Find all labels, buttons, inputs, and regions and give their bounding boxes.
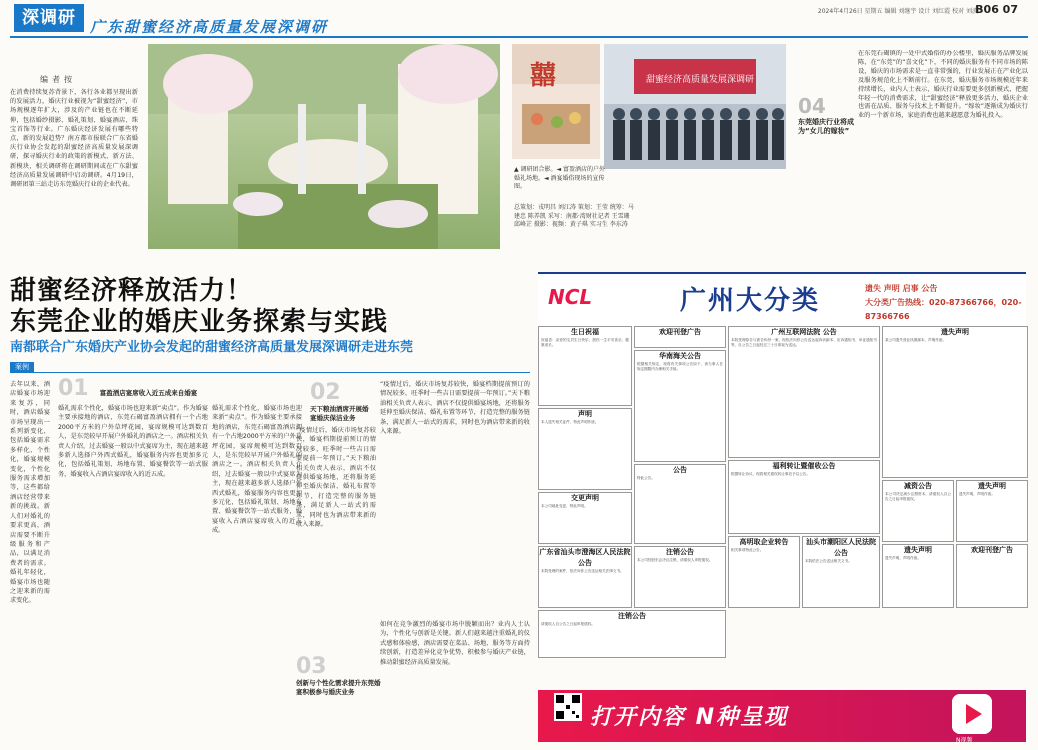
ad-cell-body: 遗失声明，声明作废。 bbox=[959, 492, 995, 496]
ad-cell-body: 本公司经股东会决议注销，请债权人申报债权。 bbox=[637, 558, 713, 562]
nvideo-label: N视频 bbox=[956, 737, 973, 744]
ad-cell-body: 请债权人自公告之日起申报债权。 bbox=[541, 622, 595, 626]
wedding-venue-photo bbox=[148, 44, 500, 249]
ad-logo bbox=[548, 282, 638, 314]
ad-cell-body: 根据相关规定，现将有关事项公告如下，请当事人在规定期限内办理相关手续。 bbox=[637, 362, 723, 372]
group-photo bbox=[604, 44, 786, 169]
headline-line2: 东莞企业的婚庆业务探索与实践 bbox=[10, 307, 389, 337]
ad-cell-title: 公告 bbox=[673, 466, 687, 474]
staff-credits: 总策划：戎明昌 刘江涛 策划：王莹 统筹：马建忠 陈养凯 采写：南都·湾财社记者 王雪珊 邱峰芷 摄影：视频：黄子琪 实习生 李东涛 bbox=[514, 204, 634, 228]
body-column-left: 去年以来，酒店婚宴市场迎来复苏，同时，酒店婚宴市场呈现出一系列新变化，包括婚宴需求多样化、个性化，婚宴规模变化，个性化服务需求增加等，这些都给酒店经营带来新的挑战。新人们对婚礼的要求更高，酒店需要不断升级服务和产品，以满足消费者的需求。婚礼年轻化，婚宴市场也随之迎来新的需求变化。 bbox=[10, 381, 50, 605]
section-02-title: 天下粮油酒席开展婚宴婚庆保洁业务 bbox=[310, 405, 369, 422]
ad-cell-title: 交更声明 bbox=[571, 494, 599, 502]
ad-cell bbox=[634, 350, 726, 462]
ad-contact-line1: 遗失 声明 启事 公告 bbox=[865, 284, 938, 293]
body-column-3: “疫情过后，婚庆市场复苏较快，婚宴档期提前预订的情况较多，旺季时一些吉日需要提前一年预订。”天下粮油相关负责人表示，酒店不仅提供婚宴场地，还将服务延伸至婚庆保洁、婚礼布置等环节，打造完整的服务链条，满足新人一站式的需求，同时也为酒店带来新的收入来源。 bbox=[296, 427, 376, 529]
ad-cell-title: 声明 bbox=[578, 410, 592, 418]
section-04-title: 东莞婚庆行业将成为“女儿的嫁妆” bbox=[798, 118, 854, 135]
ad-cell-body: 某公司遗失营业执照副本，声明作废。 bbox=[885, 338, 947, 342]
ad-cell-title: 欢迎刊登广告 bbox=[659, 328, 701, 336]
ad-cell bbox=[882, 480, 954, 542]
promo-banner-text: 打开内容 N种呈现 bbox=[590, 705, 789, 730]
ad-cell-body: 本公司地址变更，特此声明。 bbox=[541, 504, 588, 508]
ad-cell-body: 本院受理原告与被告纠纷一案，现依法向你公告送达起诉状副本、应诉通知书、举证通知书等，自公告之日起经过三十日即视为送达。 bbox=[731, 338, 877, 348]
section-02-number: 02 bbox=[310, 380, 341, 405]
ad-cell bbox=[634, 546, 726, 608]
header-rule bbox=[10, 36, 1028, 38]
ad-cell bbox=[634, 464, 726, 544]
headline-line1: 甜蜜经济释放活力！ bbox=[10, 276, 254, 306]
ad-cell-body: 本院受理的案件，依法向你公告送达相关法律文书。 bbox=[541, 569, 624, 573]
nvideo-app-icon[interactable] bbox=[952, 694, 992, 734]
ad-cell bbox=[956, 480, 1028, 542]
ad-cell bbox=[728, 460, 880, 534]
ad-cell-body: 特此公告。 bbox=[637, 476, 655, 480]
svg-text:NCL: NCL bbox=[548, 285, 593, 309]
ad-cell bbox=[802, 536, 880, 608]
ad-cell-body: 本公司决定减少注册资本，请债权人自公告之日起申报债权。 bbox=[885, 492, 951, 502]
ad-cell-body: 根据转让协议，现将相关债权转让事宜予以公告。 bbox=[731, 472, 811, 476]
photo-caption: ▲ 调研团合影。◄ 富盈酒店的户外婚礼场地。◄ 酒宴婚俗现场的宣传图。 bbox=[514, 166, 606, 191]
section-04-text: 在东莞石碣镇的一处中式婚俗的办公楼里，婚庆服务品牌发展陈，在“东莞”的“喜文化”下，不同的婚庆服务有不同市场的陈设，婚庆的市场需求是一直非常强的，行业发展正在产业化以及服务规范化上不断前行。在东莞，婚庆服务市场规模近年来持续增长，业内人士表示，婚庆行业需要更多创新模式，把握年轻一代的消费需求，让“甜蜜经济”释放更多活力，婚庆企业也需在品质、服务与技术上不断提升。“嫁妆”逐渐成为婚庆行业的一个新市场，家庭消费也越来越愿意为婚礼投入。 bbox=[858, 50, 1028, 120]
ad-cell bbox=[956, 544, 1028, 608]
ad-cell-title: 欢迎刊登广告 bbox=[971, 546, 1013, 554]
ad-cell-body: 相关事项特此公告。 bbox=[731, 548, 764, 552]
ad-cell bbox=[538, 492, 632, 544]
qr-code bbox=[554, 693, 582, 721]
ad-cell-title: 注销公告 bbox=[618, 612, 646, 620]
ad-cell-title: 广州互联网法院 公告 bbox=[771, 328, 837, 336]
ad-cell-title: 广东省汕头市澄海区人民法院 公告 bbox=[539, 548, 631, 567]
ad-contact bbox=[865, 282, 1038, 324]
editor-note-text: 在消费持续复苏背景下，各行各业都呈现出新的发展活力，婚庆行业被视为“甜蜜经济”，市场规模逐年扩大，涉及的产业链也在不断延伸，包括婚纱摄影、婚礼策划、婚宴酒店、珠宝首饰等行业。广东婚庆经济发展有哪些特点，新的发展趋势？南方都市报联合广东省婚庆行业协会发起的甜蜜经济高质量发展深调研，探寻婚庆行业的政策的新模式、新方法、新模块，相关调研将在调研期间或在广东甜蜜经济高质量发展调研中启动调研。4月19日，调研团第三站走访东莞婚庆行业的企业代表。 bbox=[10, 89, 138, 189]
ad-grid bbox=[538, 326, 1026, 656]
section-03-title: 创新与个性化需求提升东莞婚宴积极参与婚庆业务 bbox=[296, 679, 381, 696]
ad-cell-body: 本院依法公告送达相关文书。 bbox=[805, 559, 852, 563]
section-03-number: 03 bbox=[296, 654, 327, 679]
body-column-5: 如何在竞争激烈的婚宴市场中脱颖而出？业内人士认为，个性化与创新是关键。新人们越来越注重婚礼的仪式感和体验感，酒店需要在菜品、场地、服务等方面持续创新，打造差异化竞争优势，积极参与婚庆产业链，推动甜蜜经济高质量发展。 bbox=[380, 621, 530, 666]
body-column-2: 婚礼需求个性化，婚宴市场也迎来新“卖点”。作为婚宴主要承接地的酒店，东莞石碣富盈酒店拥有一个占地2000平方米的户外草坪花园，宴席规模可达到数百人，是东莞较早开展户外婚礼的酒店之一。酒店相关负责人介绍，过去婚宴一般以中式宴席为主，现在越来越多新人选择户外西式婚礼，婚宴服务内容也更加多元化，包括婚礼策划、场地布置、婚宴餐饮等一站式服务，婚宴收入占酒店宴席收入的近五成。 bbox=[212, 405, 302, 535]
ad-title: 广州大分类 bbox=[680, 286, 821, 316]
ad-cell bbox=[728, 326, 880, 458]
ad-cell-body: 祝福语：亲爱的宝贝生日快乐，愿你一生平安喜乐，健康成长。 bbox=[541, 338, 629, 348]
ad-cell-title: 注销公告 bbox=[666, 548, 694, 556]
svg-text:囍: 囍 bbox=[530, 61, 557, 91]
ad-contact-line2: 大分类广告热线：020-87366766，020-87366766 bbox=[865, 298, 1022, 321]
ad-cell-title: 汕头市潮阳区人民法院 公告 bbox=[806, 538, 876, 557]
ad-cell bbox=[538, 546, 632, 608]
body-column-4: “疫情过后，婚庆市场复苏较快，婚宴档期提前预订的情况较多，旺季时一些吉日需要提前一年预订。”天下粮油相关负责人表示，酒店不仅提供婚宴场地，还将服务延伸至婚庆保洁、婚礼布置等环节，打造完整的服务链条，满足新人一站式的需求，同时也为酒店带来新的收入来源。 bbox=[380, 381, 530, 436]
ad-cell-body: 遗失声明，声明作废。 bbox=[885, 556, 921, 560]
section-02-header bbox=[310, 380, 370, 423]
section-04-header bbox=[798, 94, 856, 154]
ad-cell bbox=[538, 408, 632, 490]
ad-cell-title: 遗失声明 bbox=[941, 328, 969, 336]
wedding-banquet-photo bbox=[512, 44, 600, 159]
ad-cell-title: 华南海关公告 bbox=[659, 352, 701, 360]
ad-cell-title: 福利转让暨催收公告 bbox=[772, 462, 836, 470]
page-number: B06 07 bbox=[975, 3, 1018, 16]
ad-cell-title: 减资公告 bbox=[904, 482, 932, 490]
body-column-1: 婚礼需求个性化，婚宴市场也迎来新“卖点”。作为婚宴主要承接地的酒店，东莞石碣富盈酒店拥有一个占地2000平方米的户外草坪花园，宴席规模可达到数百人，是东莞较早开展户外婚礼的酒店之一。酒店相关负责人介绍，过去婚宴一般以中式宴席为主，现在越来越多新人选择户外西式婚礼，婚宴服务内容也更加多元化，包括婚礼策划、场地布置、婚宴餐饮等一站式服务，婚宴收入占酒店宴席收入的近五成。 bbox=[58, 405, 208, 478]
ad-cell-title: 生日祝福 bbox=[571, 328, 599, 336]
ad-cell bbox=[538, 610, 726, 658]
header-meta: 2024年4月26日 星期五 编辑 刘继宇 设计 刘红霞 校对 刘波 bbox=[817, 8, 978, 15]
section-04-number: 04 bbox=[798, 94, 826, 118]
ad-cell-title: 高明取企业转告 bbox=[739, 538, 789, 546]
ad-cell bbox=[538, 326, 632, 406]
section-03-header bbox=[296, 654, 386, 697]
section-01-header bbox=[58, 376, 197, 401]
case-rule bbox=[10, 372, 530, 373]
section-title: 广东甜蜜经济高质量发展深调研 bbox=[90, 18, 329, 36]
section-01-title: 富盈酒店宴席收入近五成来自婚宴 bbox=[99, 389, 198, 397]
ad-cell bbox=[882, 326, 1028, 478]
ad-cell-body: 本人遗失相关证件，特此声明作废。 bbox=[541, 420, 599, 424]
svg-text:甜蜜经济高质量发展深调研: 甜蜜经济高质量发展深调研 bbox=[646, 75, 755, 85]
ad-cell bbox=[882, 544, 954, 608]
subheadline: 南都联合广东婚庆产业协会发起的甜蜜经济高质量发展深调研走进东莞 bbox=[10, 340, 414, 355]
case-tag: 案例 bbox=[10, 362, 34, 372]
ad-cell-title: 遗失声明 bbox=[904, 546, 932, 554]
ad-cell bbox=[728, 536, 800, 608]
ad-cell bbox=[634, 326, 726, 348]
ad-cell-title: 遗失声明 bbox=[978, 482, 1006, 490]
section-01-number: 01 bbox=[58, 376, 89, 401]
editor-note-label: 编者按 bbox=[40, 75, 76, 84]
section-brand: 深调研 bbox=[14, 4, 84, 32]
